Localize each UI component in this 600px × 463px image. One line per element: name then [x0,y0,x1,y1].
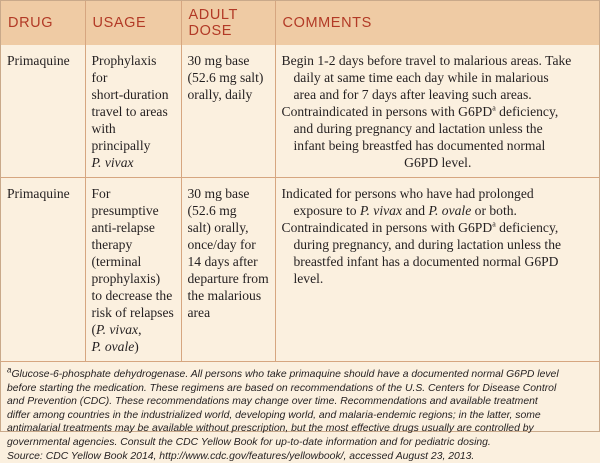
comment-line: infant being breastfed has documented normal [293,138,546,153]
species-name: P. vivax [96,322,139,337]
footnote-line: governmental agencies. Consult the CDC Yellow Book for up-to-date information and for pediatric dosing. [7,436,491,448]
dose-cell [181,45,275,178]
footnote-text: Glucose-6-phosphate dehydrogenase. All persons who take primaquine should have a documented normal G6PD level [11,369,559,380]
dose-line: the malarious [187,288,262,303]
primaquine-table [1,1,599,362]
usage-cell [85,45,181,178]
header-adult-dose: ADULT DOSE [181,1,275,45]
dose-line: once/day for [187,237,256,252]
comment-line: area and for 7 days after leaving such areas. [293,87,532,102]
footnote-marker: a [7,365,12,375]
usage-line: P. vivax [91,155,134,170]
drug-cell: Primaquine [1,45,85,178]
table-row [1,178,599,362]
comment-text: deficiency, [499,104,559,119]
dose-line: salt) orally, [187,220,249,235]
comment-text: and [405,203,426,218]
usage-line: to decrease the [91,288,173,303]
dose-line: orally, daily [187,87,253,102]
comments-cell [275,45,599,178]
dose-line: (52.6 mg [187,203,237,218]
header-usage: USAGE [85,1,181,45]
footnote-source: Source: CDC Yellow Book 2014, http://www.cdc.gov/features/yellowbook/, accessed August 23, 2013. [7,450,475,462]
usage-line: (P. vivax, [91,322,142,337]
usage-line: (terminal [91,254,142,269]
comment-species: P. vivax [359,203,402,218]
table-header-row [1,1,599,45]
species-name: P. ovale [91,339,135,354]
comment-line: daily at same time each day while in malarious [293,70,549,85]
drug-cell: Primaquine [1,178,85,362]
footnote-line: before starting the medication. These regimens are based on recommendations of the U.S. Centers for Disease Control [7,382,557,394]
usage-line: anti-relapse [91,220,155,235]
comment-line [282,202,595,219]
usage-cell [85,178,181,362]
comment-line: breastfed infant has a documented normal G6PD [293,254,559,269]
comment-line: Begin 1-2 days before travel to malarious areas. Take [281,53,572,68]
footnote-line [7,365,593,382]
usage-line: Prophylaxis for [91,53,157,85]
dose-line: 14 days after [187,254,258,269]
dose-line: departure from [187,271,269,286]
footnote-line: antimalarial treatments may be available without prescription, but the most effective drugs usually are controlled by [7,423,534,435]
dose-cell [181,178,275,362]
comment-line: G6PD level. [404,155,472,170]
comment-line [282,103,595,120]
comment-species: P. ovale [428,203,472,218]
footnote-line: and Prevention (CDC). These recommendations may change over time. Recommendations and available treatment [7,396,538,408]
comment-text: Contraindicated in persons with G6PD [281,220,493,235]
dose-line: 30 mg base [187,186,250,201]
usage-line: P. ovale) [91,339,139,354]
dose-line: 30 mg base [187,53,250,68]
dose-line: area [187,305,211,320]
comment-text: exposure to [293,203,357,218]
comment-line: during pregnancy, and during lactation unless the [293,237,562,252]
usage-line: with principally [91,121,151,153]
header-comments: COMMENTS [275,1,599,45]
usage-line: short-duration [91,87,169,102]
usage-line: therapy [91,237,133,252]
dose-line: (52.6 mg salt) [187,70,264,85]
footnote-marker: a [492,103,496,113]
comment-line: Indicated for persons who have had prolonged [281,186,534,201]
usage-line: prophylaxis) [91,271,161,286]
comment-line: and during pregnancy and lactation unless the [293,121,543,136]
header-drug: DRUG [1,1,85,45]
footnote-marker: a [492,219,496,229]
comment-text: or both. [474,203,517,218]
comment-line: level. [293,271,324,286]
comments-cell [275,178,599,362]
comment-text: Contraindicated in persons with G6PD [281,104,493,119]
usage-line: For presumptive [91,186,159,218]
usage-line: risk of relapses [91,305,174,320]
table-row [1,45,599,178]
comment-text: deficiency, [499,220,559,235]
footnote [1,362,599,463]
comment-line [282,219,595,236]
usage-line: travel to areas [91,104,168,119]
footnote-line: differ among countries in the industrialized world, developing world, and malaria-endemic regions; in the latter, some [7,409,541,421]
